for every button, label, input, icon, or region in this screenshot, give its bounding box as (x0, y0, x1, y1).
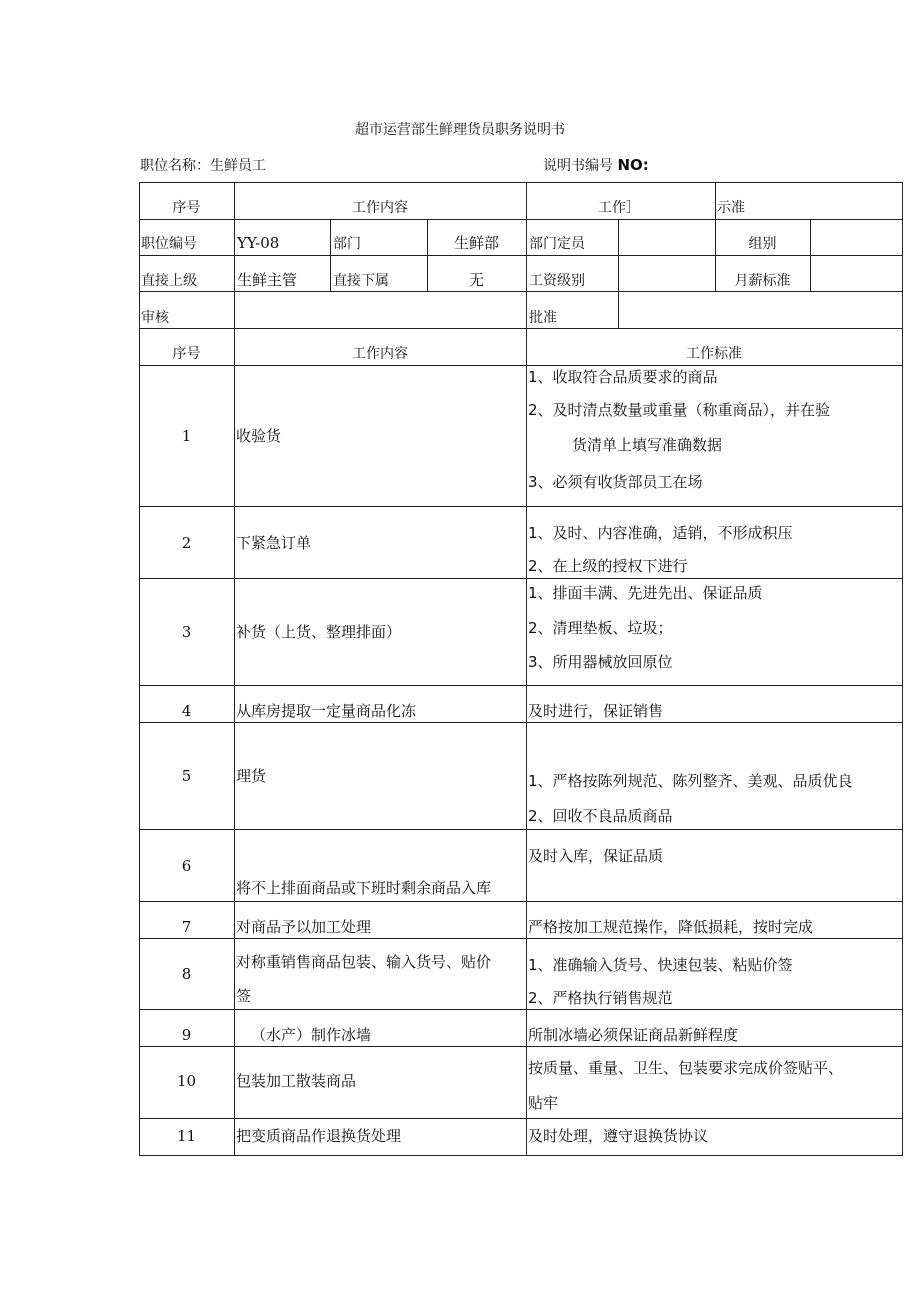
duty-standard: 2、清理垫板、垃圾； (528, 619, 673, 637)
duty-standard: 2、严格执行销售规范 (528, 989, 673, 1007)
superior-label: 直接上级 (141, 273, 197, 289)
doc-number-label: 说明书编号 (543, 158, 613, 174)
position-code-label: 职位编号 (141, 236, 197, 252)
info-standard-header-a: 工作］ (598, 200, 640, 216)
duty-standard: 贴牢 (528, 1094, 559, 1112)
duty-standard: 2、回收不良品质商品 (528, 807, 673, 825)
row-rule (139, 291, 902, 292)
row-rule (139, 506, 902, 507)
row-rule (139, 901, 902, 902)
duty-standard: 1、排面丰满、先进先出、保证品质 (528, 584, 763, 602)
duty-standard: 货清单上填写准确数据 (572, 436, 723, 454)
row-rule (139, 182, 902, 183)
monthly-salary-label: 月薪标准 (734, 273, 791, 289)
duty-content: 将不上排面商品或下班时剩余商品入库 (236, 879, 492, 897)
duty-standard: 3、必须有收货部员工在场 (528, 473, 703, 491)
row-rule (139, 722, 902, 723)
duty-standard: 及时进行，保证销售 (528, 702, 664, 720)
row-rule (139, 328, 902, 329)
superior-value: 生鲜主管 (237, 271, 298, 289)
position-name: 职位名称：生鲜员工 (140, 158, 266, 174)
duty-number: 1 (181, 427, 192, 445)
duty-standard: 及时入库，保证品质 (528, 847, 664, 865)
document-title: 超市运营部生鲜理货员职务说明书 (355, 122, 565, 138)
duty-standard: 2、及时清点数量或重量（称重商品），并在验 (528, 401, 831, 419)
duty-number: 10 (176, 1072, 197, 1090)
duty-standard: 所制冰墙必须保证商品新鲜程度 (528, 1026, 739, 1044)
duty-standard: 按质量、重量、卫生、包装要求完成价签贴平、 (528, 1059, 844, 1077)
salary-grade-label: 工资级别 (529, 273, 585, 289)
row-rule (139, 255, 902, 256)
duty-number: 5 (181, 767, 192, 785)
row-rule (139, 829, 902, 830)
duty-number: 4 (181, 702, 192, 720)
duty-content: 理货 (236, 767, 267, 785)
duty-content: 补货（上货、整理排面） (236, 623, 402, 641)
info-content-header: 工作内容 (352, 200, 408, 216)
duty-number: 8 (181, 965, 192, 983)
duty-standard: 2、在上级的授权下进行 (528, 557, 688, 575)
duty-content: （水产）制作冰墙 (251, 1026, 372, 1044)
duties-standard-header: 工作标准 (686, 346, 742, 362)
duty-standard: 及时处理，遵守退换货协议 (528, 1127, 709, 1145)
group-label: 组别 (748, 236, 777, 252)
job-description-table (139, 182, 902, 1156)
duty-number: 7 (181, 918, 192, 936)
column-rule (618, 219, 619, 328)
column-rule (234, 182, 235, 1156)
row-rule (139, 1155, 902, 1156)
approve-label: 批准 (529, 310, 557, 326)
doc-number-suffix: NO: (617, 156, 649, 174)
duty-standard: 1、准确输入货号、快速包装、粘贴价签 (528, 956, 793, 974)
duty-number: 9 (181, 1026, 192, 1044)
duties-content-header: 工作内容 (352, 346, 408, 362)
row-rule (139, 365, 902, 366)
duty-standard: 1、收取符合品质要求的商品 (528, 368, 718, 386)
column-rule (526, 182, 527, 1156)
column-rule (902, 182, 903, 1156)
column-rule (139, 182, 140, 1156)
duty-standard: 1、及时、内容准确，适销，不形成积压 (528, 524, 793, 542)
department-value: 生鲜部 (453, 234, 499, 252)
duty-content: 包装加工散装商品 (236, 1072, 357, 1090)
department-label: 部门 (333, 236, 361, 252)
row-rule (139, 1009, 902, 1010)
duty-content: 对商品予以加工处理 (236, 918, 372, 936)
duty-content: 把变质商品作退换货处理 (236, 1127, 402, 1145)
row-rule (139, 219, 902, 220)
duty-number: 11 (176, 1127, 197, 1145)
duties-seq-header: 序号 (172, 346, 201, 362)
duty-number: 6 (181, 857, 192, 875)
duty-standard: 严格按加工规范操作，降低损耗，按时完成 (528, 918, 814, 936)
subordinate-value: 无 (468, 271, 484, 289)
department-staffing-label: 部门定员 (529, 236, 585, 252)
review-label: 审核 (141, 310, 169, 326)
duty-number: 2 (181, 534, 192, 552)
row-rule (139, 685, 902, 686)
duty-content: 从库房提取一定量商品化冻 (236, 702, 417, 720)
row-rule (139, 578, 902, 579)
row-rule (139, 1118, 902, 1119)
info-standard-header-b: 示准 (717, 200, 745, 216)
duty-content: 收验货 (236, 427, 282, 445)
column-rule (330, 219, 331, 291)
position-code-value: YY-08 (237, 234, 280, 252)
subordinate-label: 直接下属 (333, 273, 389, 289)
info-seq-header: 序号 (172, 200, 201, 216)
duty-content: 下紧急订单 (236, 534, 312, 552)
row-rule (139, 1046, 902, 1047)
duty-content-continued: 签 (236, 987, 252, 1005)
duty-number: 3 (181, 623, 192, 641)
duty-content: 对称重销售商品包装、输入货号、贴价 (236, 953, 492, 971)
column-rule (810, 219, 811, 291)
duty-standard: 3、所用器械放回原位 (528, 653, 673, 671)
doc-number (543, 155, 649, 175)
row-rule (139, 938, 902, 939)
duty-standard: 1、严格按陈列规范、陈列整齐、美观、品质优良 (528, 772, 853, 790)
